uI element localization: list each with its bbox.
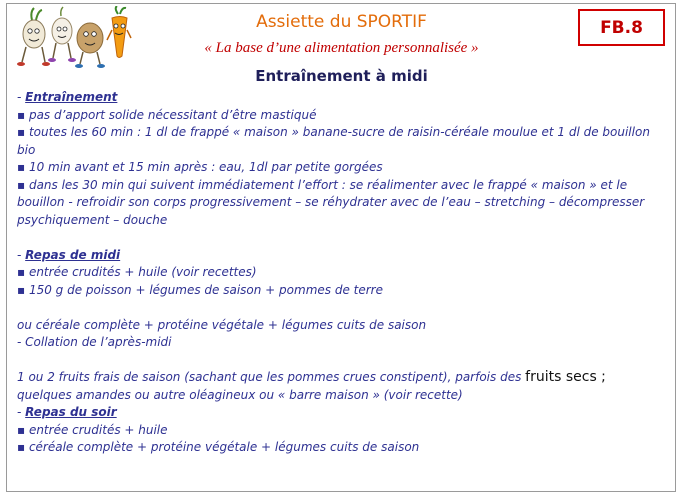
list-item: ▪ entrée crudités + huile (voir recettes) (17, 265, 257, 279)
page-title: Assiette du SPORTIF (256, 12, 427, 32)
list-item: ▪ dans les 30 min qui suivent immédiatement l’effort : se réalimenter avec le frappé « maison » et le bouillon - refroidir son corps progressivement – se réhydrater avec de l’eau – stretching – décompresser psychiquement – douche (17, 177, 645, 227)
sheet-code-badge: FB.8 (578, 9, 665, 46)
list-item: ▪ toutes les 60 min : 1 dl de frappé « maison » banane-sucre de raisin-céréale moulue et 1 dl de bouillon bio (17, 125, 650, 157)
snack-line-1: 1 ou 2 fruits frais de saison (sachant que les pommes crues constipent), parfois des fruits secs ; (17, 369, 606, 385)
list-item: ▪ céréale complète + protéine végétale + légumes cuits de saison (17, 440, 420, 454)
list-item: ▪ pas d’apport solide nécessitant d’être mastiqué (17, 107, 317, 122)
snack-header: - Collation de l’après-midi (17, 335, 172, 349)
list-item: ▪ 150 g de poisson + légumes de saison + pommes de terre (17, 282, 383, 297)
list-item: ▪ entrée crudités + huile (17, 422, 168, 437)
training-header: - Entraînement (17, 90, 118, 104)
list-item: ▪ 10 min avant et 15 min après : eau, 1dl par petite gorgées (17, 160, 383, 174)
dinner-title: Repas du soir (25, 405, 117, 419)
dried-fruits-text: fruits secs ; (525, 369, 606, 385)
lunch-title: Repas de midi (25, 247, 121, 262)
lunch-alternative: ou céréale complète + protéine végétale + légumes cuits de saison (17, 317, 427, 332)
content-body (17, 89, 662, 457)
section-heading: Entraînement à midi (255, 67, 428, 85)
snack-line-2: quelques amandes ou autre oléagineux ou « barre maison » (voir recette) (17, 387, 463, 402)
training-title: Entraînement (25, 90, 118, 104)
lunch-header: - Repas de midi (17, 247, 121, 262)
page-subtitle: « La base d’une alimentation personnalisée » (204, 40, 479, 56)
dinner-header: - Repas du soir (17, 405, 117, 419)
